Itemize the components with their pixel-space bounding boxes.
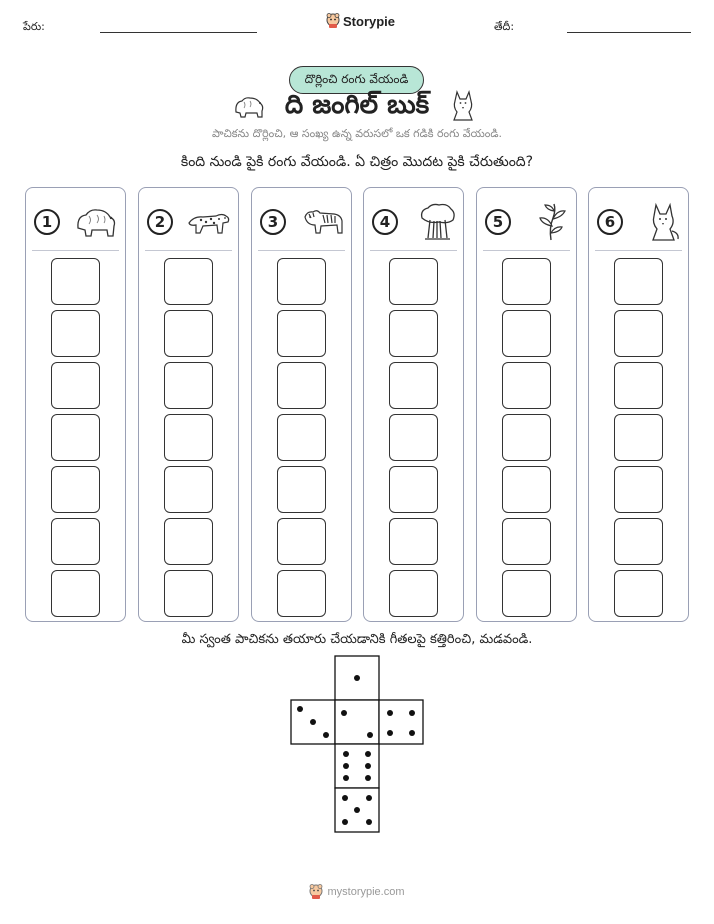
- color-box[interactable]: [389, 310, 438, 357]
- column-number: 4: [372, 209, 398, 235]
- leopard-icon: [186, 207, 232, 237]
- column-header: [34, 202, 119, 242]
- box-stack: [389, 258, 438, 622]
- column-header: [597, 202, 682, 242]
- color-box[interactable]: [614, 570, 663, 617]
- column-number: 3: [260, 209, 286, 235]
- color-box[interactable]: [164, 310, 213, 357]
- column-number: 6: [597, 209, 623, 235]
- color-box[interactable]: [277, 362, 326, 409]
- die-face-top[interactable]: [335, 656, 379, 700]
- column-5: [476, 187, 577, 622]
- column-number: 1: [34, 209, 60, 235]
- color-box[interactable]: [502, 518, 551, 565]
- color-box[interactable]: [389, 570, 438, 617]
- color-box[interactable]: [502, 466, 551, 513]
- color-box[interactable]: [277, 570, 326, 617]
- color-box[interactable]: [389, 414, 438, 461]
- wolf-icon: [448, 88, 478, 122]
- color-box[interactable]: [389, 466, 438, 513]
- color-box[interactable]: [614, 310, 663, 357]
- column-2: [138, 187, 239, 622]
- rules-subtitle: పాచికను దొర్లించి, ఆ సంఖ్య ఉన్న వరుసలో ఒక గడికి రంగు వేయండి.: [212, 127, 502, 140]
- color-box[interactable]: [277, 518, 326, 565]
- brand-name: Storypie: [343, 13, 396, 29]
- column-number: 2: [147, 209, 173, 235]
- color-box[interactable]: [277, 258, 326, 305]
- die-face-left[interactable]: [291, 700, 335, 744]
- date-field-line[interactable]: [567, 32, 691, 33]
- color-box[interactable]: [614, 518, 663, 565]
- page-title: ది జంగిల్ బుక్: [284, 90, 430, 120]
- color-box[interactable]: [389, 362, 438, 409]
- box-stack: [51, 258, 100, 622]
- color-box[interactable]: [164, 570, 213, 617]
- brand-logo: [326, 13, 395, 29]
- color-box[interactable]: [614, 258, 663, 305]
- column-header: [147, 202, 232, 242]
- color-box[interactable]: [277, 414, 326, 461]
- box-stack: [277, 258, 326, 622]
- color-box[interactable]: [51, 414, 100, 461]
- color-box[interactable]: [502, 414, 551, 461]
- column-number: 5: [485, 209, 511, 235]
- color-box[interactable]: [502, 258, 551, 305]
- name-field-line[interactable]: [100, 32, 257, 33]
- color-box[interactable]: [51, 258, 100, 305]
- color-box[interactable]: [277, 466, 326, 513]
- color-box[interactable]: [164, 414, 213, 461]
- color-box[interactable]: [389, 258, 438, 305]
- column-header: [485, 202, 570, 242]
- column-4: [363, 187, 464, 622]
- vine-plant-icon: [534, 202, 570, 242]
- color-box[interactable]: [614, 466, 663, 513]
- footer: [0, 884, 714, 900]
- column-1: [25, 187, 126, 622]
- footer-site-link[interactable]: mystorypie.com: [327, 886, 405, 898]
- activity-pill: దొర్లించి రంగు వేయండి: [289, 66, 424, 94]
- color-box[interactable]: [277, 310, 326, 357]
- storypie-mascot-icon: [309, 884, 323, 900]
- wolf-icon: [646, 201, 682, 243]
- box-stack: [614, 258, 663, 622]
- color-box[interactable]: [502, 310, 551, 357]
- column-header: [260, 202, 345, 242]
- color-box[interactable]: [164, 518, 213, 565]
- color-box[interactable]: [51, 518, 100, 565]
- color-box[interactable]: [389, 518, 438, 565]
- color-box[interactable]: [164, 258, 213, 305]
- column-6: [588, 187, 689, 622]
- die-face-center[interactable]: [335, 700, 379, 744]
- color-box[interactable]: [51, 466, 100, 513]
- die-face-bottom[interactable]: [335, 788, 379, 832]
- banyan-tree-icon: [417, 202, 457, 242]
- color-box[interactable]: [164, 362, 213, 409]
- column-3: [251, 187, 352, 622]
- tiger-icon: [301, 205, 345, 239]
- color-box[interactable]: [51, 310, 100, 357]
- color-box[interactable]: [614, 414, 663, 461]
- color-box[interactable]: [164, 466, 213, 513]
- date-label: తేదీ:: [494, 20, 515, 33]
- die-face-lower[interactable]: [335, 744, 379, 788]
- die-face-right[interactable]: [379, 700, 423, 744]
- bear-icon: [75, 203, 119, 241]
- column-header: [372, 202, 457, 242]
- game-instruction: కింది నుండి పైకి రంగు వేయండి. ఏ చిత్రం మొదట పైకి చేరుతుంది?: [180, 154, 534, 170]
- color-box[interactable]: [614, 362, 663, 409]
- color-box[interactable]: [502, 362, 551, 409]
- color-box[interactable]: [502, 570, 551, 617]
- box-stack: [164, 258, 213, 622]
- cut-instruction: మీ స్వంత పాచికను తయారు చేయడానికి గీతలపై కత్తిరించి, మడవండి.: [181, 632, 533, 647]
- name-label: పేరు:: [23, 20, 45, 33]
- box-stack: [502, 258, 551, 622]
- color-box[interactable]: [51, 570, 100, 617]
- storypie-mascot-icon: [326, 13, 340, 29]
- color-box[interactable]: [51, 362, 100, 409]
